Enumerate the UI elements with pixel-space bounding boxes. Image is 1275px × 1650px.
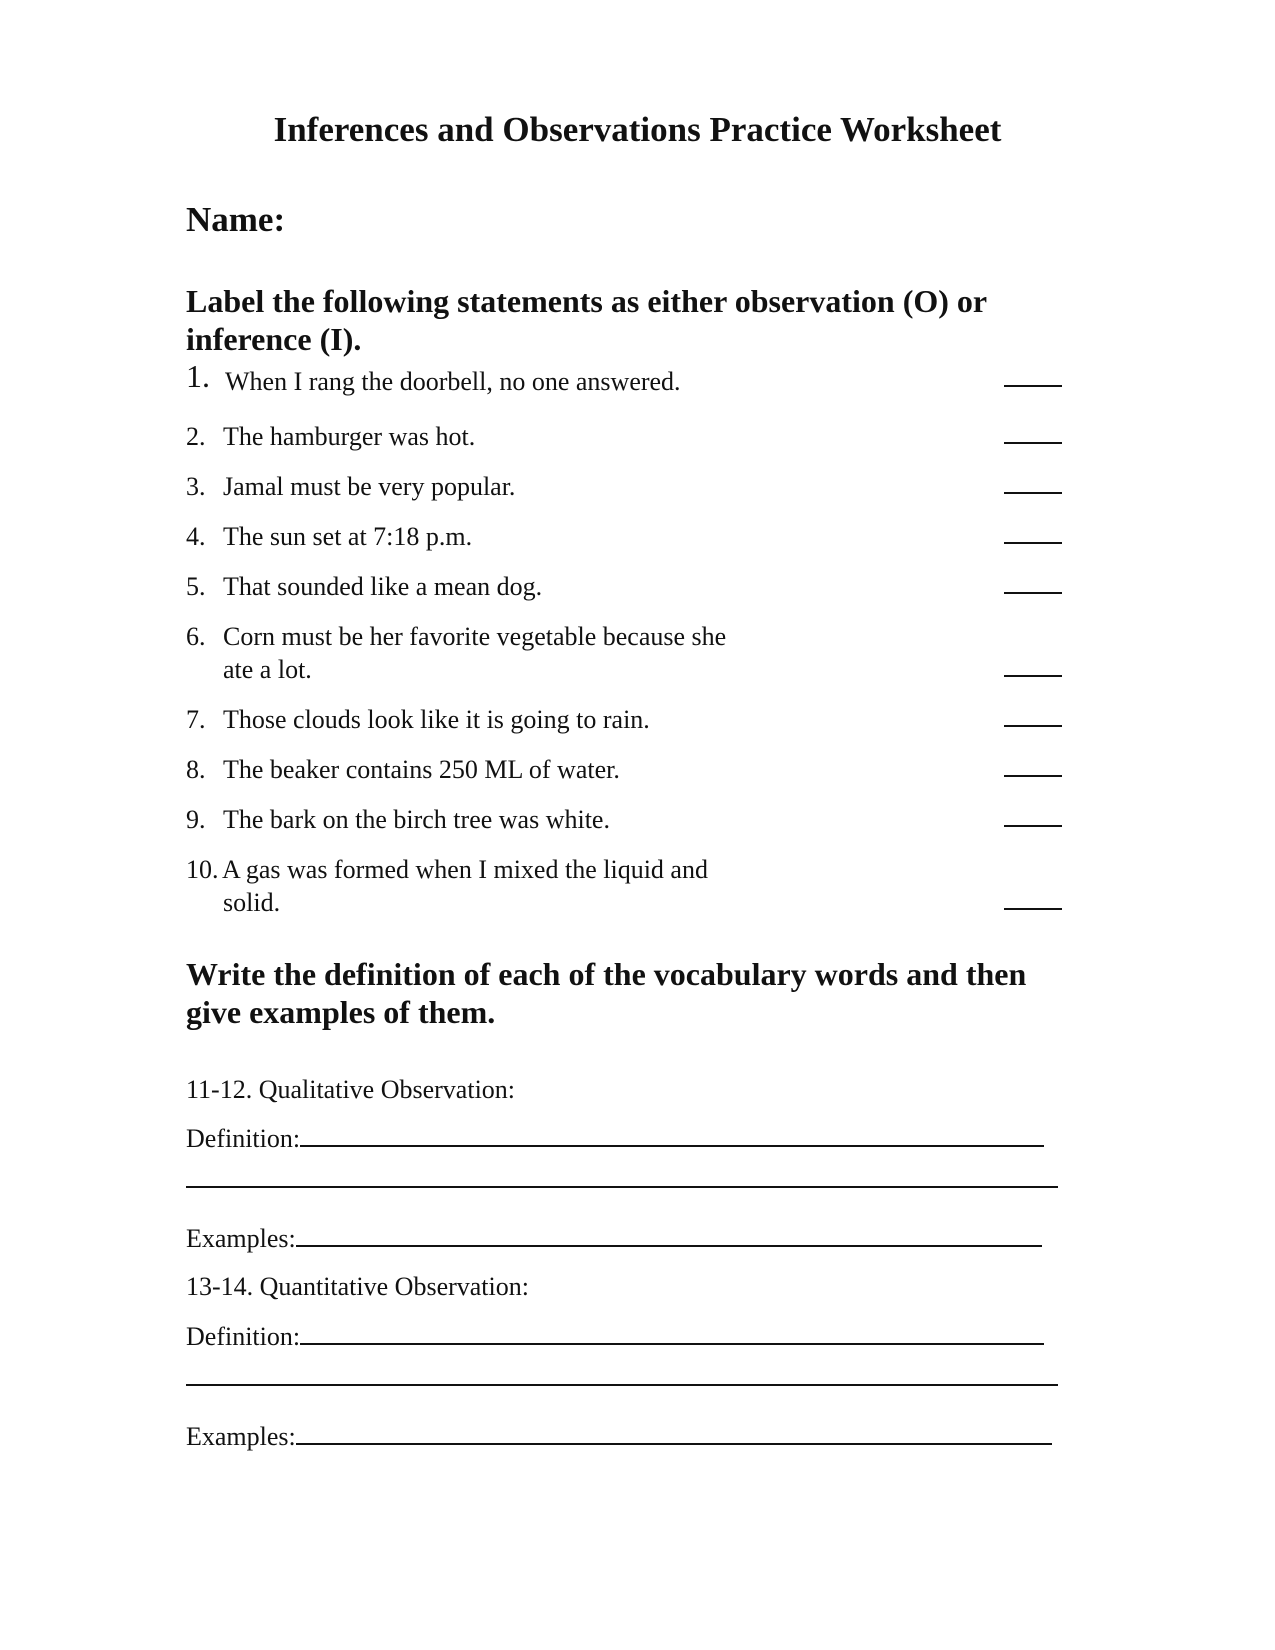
examples-row [186,1420,1052,1454]
answer-blank[interactable] [1004,442,1062,444]
statement-text: The beaker contains 250 ML of water. [223,755,620,784]
vocab-label-qualitative: 11-12. Qualitative Observation: [186,1075,516,1104]
definition-line-continued[interactable] [186,1186,1058,1188]
statement-item [186,358,1066,403]
statement-number: 2. [186,422,206,451]
statement-text-continued: solid. [223,888,281,917]
statement-number: 6. [186,622,206,651]
statement-number: 10. [186,855,219,884]
statement-item [186,803,1066,837]
name-label: Name: [186,200,286,239]
definition-line[interactable] [300,1125,1044,1147]
vocab-label-quantitative: 13-14. Quantitative Observation: [186,1272,529,1301]
answer-blank[interactable] [1004,492,1062,494]
section1-heading [186,282,1086,358]
statement-text: The sun set at 7:18 p.m. [223,522,473,551]
section2-heading [186,955,1086,1031]
statement-text: When I rang the doorbell, no one answered. [225,367,681,396]
definition-line[interactable] [300,1323,1044,1345]
statement-number: 5. [186,572,206,601]
answer-blank[interactable] [1004,825,1062,827]
definition-line-continued[interactable] [186,1384,1058,1386]
statement-item [186,853,1066,921]
statement-text: That sounded like a mean dog. [223,572,543,601]
definition-row [186,1122,1044,1156]
definition-label: Definition: [186,1124,301,1153]
answer-blank[interactable] [1004,675,1062,677]
statement-number: 8. [186,755,206,784]
statement-number: 1. [186,358,210,394]
worksheet-title: Inferences and Observations Practice Worksheet [273,110,1002,149]
answer-blank[interactable] [1004,592,1062,594]
statement-text: Jamal must be very popular. [223,472,516,501]
statement-item [186,520,1066,554]
statement-text-continued: ate a lot. [223,655,312,684]
statement-number: 7. [186,705,206,734]
examples-label: Examples: [186,1422,296,1451]
statement-text: The hamburger was hot. [223,422,476,451]
answer-blank[interactable] [1004,775,1062,777]
examples-row [186,1222,1042,1256]
examples-line[interactable] [296,1423,1052,1445]
section1-heading-line1: Label the following statements as either observation (O) or [186,283,988,319]
statement-text: The bark on the birch tree was white. [223,805,610,834]
section1-heading-line2: inference (I). [186,321,362,357]
statement-text: Those clouds look like it is going to rain. [223,705,650,734]
section2-heading-line1: Write the definition of each of the vocabulary words and then [186,956,1027,992]
statement-item [186,470,1066,504]
statement-number: 4. [186,522,206,551]
answer-blank[interactable] [1004,542,1062,544]
examples-line[interactable] [296,1225,1042,1247]
section2-heading-line2: give examples of them. [186,994,496,1030]
statement-number: 9. [186,805,206,834]
statement-item [186,420,1066,454]
answer-blank[interactable] [1004,725,1062,727]
statement-item [186,570,1066,604]
answer-blank[interactable] [1004,908,1062,910]
statement-text: Corn must be her favorite vegetable because she [223,622,727,651]
statement-item [186,703,1066,737]
statement-item [186,620,1066,688]
statement-item [186,753,1066,787]
statement-number: 3. [186,472,206,501]
definition-label: Definition: [186,1322,301,1351]
statement-text: A gas was formed when I mixed the liquid and [222,855,708,884]
examples-label: Examples: [186,1224,296,1253]
definition-row [186,1320,1044,1354]
answer-blank[interactable] [1004,385,1062,387]
